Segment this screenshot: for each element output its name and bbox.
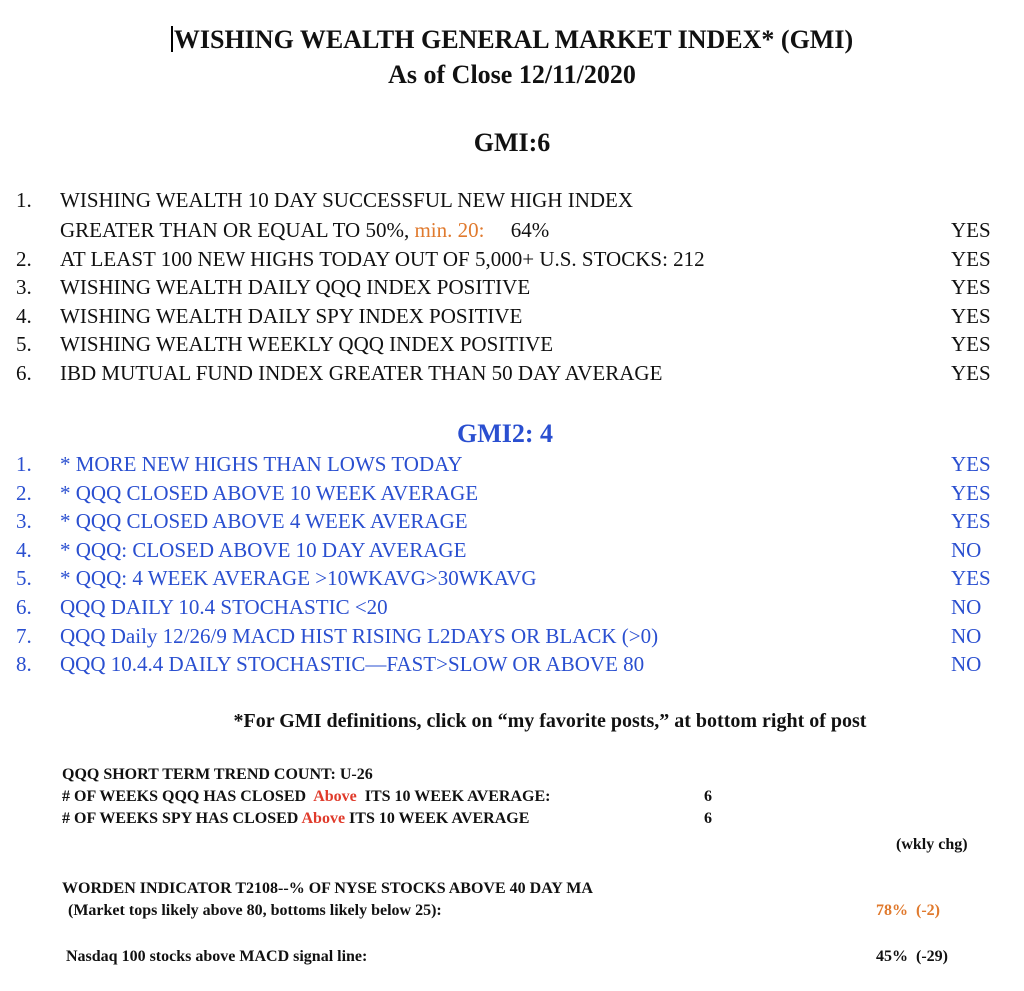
gmi-item-1	[0, 247, 1024, 273]
item-text: * MORE NEW HIGHS THAN LOWS TODAY	[60, 452, 463, 476]
macd-label: Nasdaq 100 stocks above MACD signal line:	[66, 948, 368, 965]
gmi2-item-1	[0, 452, 1024, 478]
item-answer: YES	[951, 452, 991, 476]
gmi2-item-8	[0, 652, 1024, 678]
gmi2-item-2	[0, 481, 1024, 507]
item-text: AT LEAST 100 NEW HIGHS TODAY OUT OF 5,000+ U.S. STOCKS: 212	[60, 247, 705, 271]
item-text: WISHING WEALTH DAILY SPY INDEX POSITIVE	[60, 303, 523, 328]
worden-indicator-note: (Market tops likely above 80, bottoms likely below 25):	[68, 902, 442, 919]
gmi2-item-5	[0, 566, 1024, 592]
item-text: QQQ Daily 12/26/9 MACD HIST RISING L2DAYS OR BLACK (>0)	[60, 623, 659, 648]
item-number: 1.	[16, 188, 32, 212]
item-answer: NO	[951, 623, 982, 648]
item-answer: YES	[951, 218, 991, 242]
item-number: 7.	[16, 623, 32, 648]
page-title-text: WISHING WEALTH GENERAL MARKET INDEX* (GMI)	[173, 25, 854, 54]
item-text: QQQ 10.4.4 DAILY STOCHASTIC—FAST>SLOW OR ABOVE 80	[60, 652, 645, 677]
gmi-item-1	[0, 188, 1024, 214]
gmi2-item-4	[0, 538, 1024, 564]
item-answer: YES	[951, 275, 991, 300]
gmi2-heading: GMI2: 4	[456, 419, 554, 448]
worden-value: 78%	[876, 902, 908, 919]
worden-change: (-2)	[916, 902, 940, 919]
item-answer: YES	[951, 509, 991, 534]
spy-weeks-value: 6	[704, 810, 712, 827]
min-threshold-label: min. 20:	[414, 218, 485, 242]
item-number: 4.	[16, 303, 32, 328]
trend-count: QQQ SHORT TERM TREND COUNT: U-26	[62, 766, 373, 783]
item-number: 1.	[16, 452, 32, 476]
text-cursor	[171, 26, 173, 52]
macd-percent: 45%	[876, 948, 908, 965]
item-value: 64%	[510, 218, 550, 242]
item-text: * QQQ: 4 WEEK AVERAGE >10WKAVG>30WKAVG	[60, 566, 537, 591]
qqq-weeks-value: 6	[704, 788, 712, 805]
item-answer: YES	[951, 566, 991, 591]
item-text: WISHING WEALTH WEEKLY QQQ INDEX POSITIVE	[60, 332, 554, 357]
item-number: 2.	[16, 480, 32, 505]
page-subtitle: As of Close 12/11/2020	[388, 60, 636, 89]
gmi2-item-3	[0, 509, 1024, 535]
item-answer: YES	[951, 247, 991, 271]
item-text-prefix: GREATER THAN OR EQUAL TO 50%,	[60, 218, 410, 242]
item-answer: NO	[951, 595, 982, 619]
item-text: * QQQ CLOSED ABOVE 4 WEEK AVERAGE	[60, 509, 468, 534]
item-answer: YES	[951, 360, 991, 385]
item-number: 5.	[16, 566, 32, 591]
item-text: * QQQ: CLOSED ABOVE 10 DAY AVERAGE	[60, 537, 467, 562]
gmi-item-5	[0, 361, 1024, 387]
gmi-item-1-line2	[0, 218, 1024, 244]
worden-indicator-value	[876, 902, 940, 920]
gmi-item-3	[0, 304, 1024, 330]
worden-indicator-label: WORDEN INDICATOR T2108--% OF NYSE STOCKS ABOVE 40 DAY MA	[62, 880, 593, 897]
page-title	[0, 25, 1024, 55]
footnote: *For GMI definitions, click on “my favorite posts,” at bottom right of post	[233, 710, 867, 732]
item-number: 3.	[16, 509, 32, 534]
item-text: WISHING WEALTH 10 DAY SUCCESSFUL NEW HIGH INDEX	[60, 188, 634, 212]
gmi2-item-7	[0, 624, 1024, 650]
item-text: WISHING WEALTH DAILY QQQ INDEX POSITIVE	[60, 275, 531, 300]
item-text: * QQQ CLOSED ABOVE 10 WEEK AVERAGE	[60, 480, 479, 505]
macd-value	[876, 948, 948, 966]
item-number: 4.	[16, 537, 32, 562]
spy-weeks-suffix: ITS 10 WEEK AVERAGE	[349, 810, 530, 827]
item-text: IBD MUTUAL FUND INDEX GREATER THAN 50 DAY AVERAGE	[60, 360, 663, 385]
item-number: 8.	[16, 652, 32, 677]
qqq-above-word: Above	[313, 788, 357, 805]
spy-weeks-label: # OF WEEKS SPY HAS CLOSED	[62, 810, 299, 827]
qqq-weeks-row	[62, 788, 550, 806]
item-answer: NO	[951, 537, 982, 562]
qqq-weeks-label: # OF WEEKS QQQ HAS CLOSED	[62, 788, 307, 805]
item-number: 2.	[16, 247, 32, 271]
item-number: 6.	[16, 360, 32, 385]
item-number: 3.	[16, 275, 32, 300]
item-text-line2	[60, 218, 549, 243]
weekly-change-header: (wkly chg)	[896, 836, 968, 853]
item-number: 5.	[16, 332, 32, 357]
macd-change: (-29)	[916, 948, 948, 965]
gmi-score: GMI:6	[473, 128, 551, 157]
item-answer: YES	[951, 332, 991, 357]
item-text: QQQ DAILY 10.4 STOCHASTIC <20	[60, 595, 388, 619]
item-answer: YES	[951, 303, 991, 328]
item-answer: YES	[951, 480, 991, 505]
qqq-weeks-suffix: ITS 10 WEEK AVERAGE:	[364, 788, 551, 805]
gmi2-item-6	[0, 595, 1024, 621]
spy-weeks-row	[62, 810, 529, 828]
gmi-item-4	[0, 332, 1024, 358]
spy-above-word: Above	[301, 810, 346, 827]
gmi-item-2	[0, 275, 1024, 301]
item-number: 6.	[16, 595, 32, 619]
item-answer: NO	[951, 652, 982, 677]
